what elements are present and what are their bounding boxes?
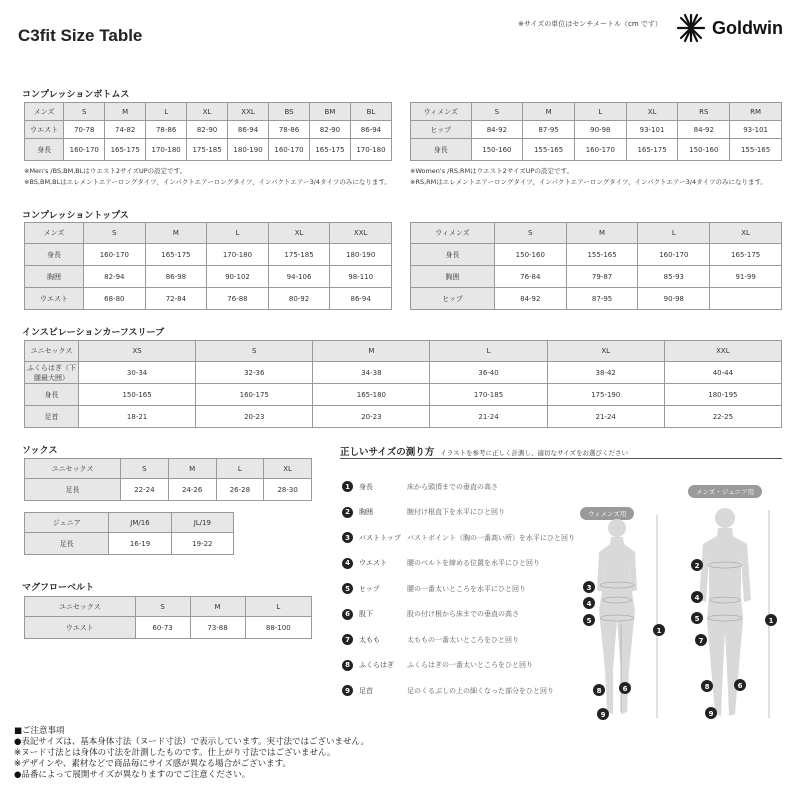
- body-figures: [575, 500, 800, 735]
- table-cell: 21-24: [430, 406, 547, 428]
- table-cell: 98-110: [330, 266, 392, 288]
- table-header-cell: M: [168, 459, 216, 479]
- table-cell: 82-90: [187, 121, 228, 139]
- table-cell: 165-175: [309, 139, 350, 161]
- table-header-cell: S: [494, 223, 566, 244]
- footnote-line: ※ヌード寸法とは身体の寸法を計測したものです。仕上がり寸法ではございません。: [14, 748, 336, 758]
- table-cell: 160-170: [64, 139, 105, 161]
- table-header-cell: M: [566, 223, 638, 244]
- unit-note: ※サイズの単位はセンチメートル（cm です）: [518, 20, 662, 28]
- table-header-cell: L: [638, 223, 710, 244]
- belt-table: [24, 596, 312, 639]
- measure-item: [342, 609, 519, 620]
- goldwin-logo-icon: [676, 13, 706, 43]
- tops-mens-table: [24, 222, 392, 310]
- table-cell: 84-92: [494, 288, 566, 310]
- table-header-cell: S: [196, 341, 313, 362]
- table-header-row: [411, 223, 782, 244]
- table-header-cell: BS: [269, 103, 310, 121]
- bottoms-title: コンプレッションボトムス: [22, 90, 130, 100]
- measure-number-badge: 3: [342, 532, 353, 543]
- measure-description: ふくらはぎの一番太いところをひと回り: [407, 661, 533, 669]
- table-header-row: [25, 223, 392, 244]
- table-header-cell: XXL: [228, 103, 269, 121]
- table-row: [411, 266, 782, 288]
- table-cell: 180-190: [228, 139, 269, 161]
- table-cell: 22-25: [664, 406, 781, 428]
- table-cell: 32-36: [196, 362, 313, 384]
- svg-text:2: 2: [694, 562, 700, 570]
- measure-name: 身長: [359, 482, 373, 491]
- measure-item: [342, 660, 533, 671]
- table-cell: 160-170: [574, 139, 626, 161]
- table-cell: 82-90: [309, 121, 350, 139]
- table-header-cell: L: [146, 103, 187, 121]
- table-header-cell: XL: [710, 223, 782, 244]
- bottoms-mens-table: [24, 102, 392, 161]
- table-row: [411, 244, 782, 266]
- table-cell: 170-185: [430, 384, 547, 406]
- socks-title: ソックス: [22, 446, 58, 456]
- measure-subtitle: イラストを参考に正しく計測し、適切なサイズをお選びください: [440, 449, 629, 457]
- table-row: [25, 533, 234, 555]
- measure-number-badge: 1: [342, 481, 353, 492]
- svg-text:4: 4: [694, 594, 700, 602]
- table-header-cell: L: [245, 597, 311, 617]
- table-row: [25, 139, 392, 161]
- table-header-row: [25, 341, 782, 362]
- table-header-cell: S: [121, 459, 169, 479]
- table-header-cell: メンズ: [25, 223, 84, 244]
- table-cell: 90-98: [574, 121, 626, 139]
- measure-number-badge: 7: [342, 634, 353, 645]
- table-header-cell: XL: [264, 459, 312, 479]
- table-header-cell: BM: [309, 103, 350, 121]
- table-row: [25, 244, 392, 266]
- table-cell: 150-160: [678, 139, 730, 161]
- table-row-label: 身長: [411, 139, 472, 161]
- table-cell: 175-190: [547, 384, 664, 406]
- measure-item: [342, 583, 526, 594]
- measure-description: 足のくるぶしの上の細くなった部分をひと回り: [407, 686, 554, 695]
- table-cell: 160-170: [269, 139, 310, 161]
- measure-name: 胸囲: [359, 508, 373, 516]
- table-cell: 68-80: [84, 288, 146, 310]
- table-cell: 79-87: [566, 266, 638, 288]
- measure-item: [342, 685, 554, 696]
- table-row-label: 足長: [25, 533, 109, 555]
- table-header-row: [25, 597, 312, 617]
- table-row-label: 足長: [25, 479, 121, 501]
- table-header-cell: M: [523, 103, 575, 121]
- table-cell: 22-24: [121, 479, 169, 501]
- page-title: C3fit Size Table: [18, 26, 143, 45]
- table-header-cell: XL: [626, 103, 678, 121]
- table-cell: 170-180: [146, 139, 187, 161]
- socks-unisex-table: [24, 458, 312, 501]
- table-cell: 78-86: [269, 121, 310, 139]
- svg-text:1: 1: [656, 627, 662, 635]
- calf-table: [24, 340, 782, 428]
- table-cell: 72-84: [145, 288, 207, 310]
- table-row: [411, 139, 782, 161]
- table-row-label: ヒップ: [411, 288, 495, 310]
- table-cell: 165-175: [626, 139, 678, 161]
- brand-logo: [676, 10, 796, 46]
- table-header-cell: XL: [268, 223, 330, 244]
- table-cell: 34-38: [313, 362, 430, 384]
- table-cell: 70-78: [64, 121, 105, 139]
- table-header-cell: ユニセックス: [25, 341, 79, 362]
- table-header-cell: ウィメンズ: [411, 223, 495, 244]
- mens-figure-label: メンズ・ジュニア用: [688, 485, 762, 498]
- note-line: ※Women's /RS,RMはウエスト2サイズUPの設定です。: [410, 167, 573, 175]
- table-row-label: ウエスト: [25, 617, 136, 639]
- table-cell: 165-180: [313, 384, 430, 406]
- footnotes: [14, 726, 369, 781]
- table-header-cell: ジュニア: [25, 513, 109, 533]
- table-cell: [710, 288, 782, 310]
- table-cell: 170-180: [350, 139, 391, 161]
- table-cell: 86-94: [350, 121, 391, 139]
- measure-number-badge: 8: [342, 660, 353, 671]
- table-header-row: [25, 103, 392, 121]
- table-cell: 90-98: [638, 288, 710, 310]
- table-row: [25, 479, 312, 501]
- table-header-cell: XL: [187, 103, 228, 121]
- brand-name: Goldwin: [712, 17, 783, 38]
- table-cell: 88-100: [245, 617, 311, 639]
- table-header-cell: JM/16: [109, 513, 171, 533]
- table-cell: 87-95: [523, 121, 575, 139]
- table-cell: 175-185: [268, 244, 330, 266]
- table-header-cell: L: [574, 103, 626, 121]
- table-cell: 150-165: [79, 384, 196, 406]
- table-row: [411, 121, 782, 139]
- table-cell: 16-19: [109, 533, 171, 555]
- measure-item: [342, 481, 498, 492]
- table-header-cell: ウィメンズ: [411, 103, 472, 121]
- table-cell: 18-21: [79, 406, 196, 428]
- svg-text:1: 1: [768, 617, 774, 625]
- table-row: [25, 362, 782, 384]
- table-cell: 165-175: [105, 139, 146, 161]
- table-header-cell: ユニセックス: [25, 597, 136, 617]
- measure-header: [340, 444, 628, 458]
- tops-womens-table: [410, 222, 782, 310]
- table-row-label: 身長: [411, 244, 495, 266]
- measure-name: 太もも: [359, 635, 380, 644]
- table-cell: 93-101: [730, 121, 782, 139]
- measure-description: 腕付け根直下を水平にひと回り: [407, 508, 505, 516]
- table-cell: 85-93: [638, 266, 710, 288]
- table-cell: 160-170: [84, 244, 146, 266]
- table-header-cell: M: [313, 341, 430, 362]
- svg-text:9: 9: [600, 711, 606, 719]
- measure-item: [342, 634, 519, 645]
- bottoms-notes-left: [24, 166, 391, 188]
- table-row-label: 胸囲: [411, 266, 495, 288]
- table-row: [411, 288, 782, 310]
- measure-number-badge: 9: [342, 685, 353, 696]
- svg-text:8: 8: [596, 687, 602, 695]
- table-cell: 180-190: [330, 244, 392, 266]
- table-header-cell: RS: [678, 103, 730, 121]
- table-cell: 150-160: [471, 139, 523, 161]
- bottoms-womens-table: [410, 102, 782, 161]
- table-cell: 28-30: [264, 479, 312, 501]
- table-header-cell: S: [84, 223, 146, 244]
- measure-divider: [340, 458, 782, 459]
- table-header-row: [25, 513, 234, 533]
- table-cell: 76-84: [494, 266, 566, 288]
- measure-name: 足首: [359, 686, 373, 695]
- table-header-cell: S: [471, 103, 523, 121]
- measure-item: [342, 558, 540, 569]
- table-cell: 180-195: [664, 384, 781, 406]
- table-header-cell: S: [135, 597, 190, 617]
- table-row-label: 身長: [25, 384, 79, 406]
- table-row-label: 胸囲: [25, 266, 84, 288]
- table-cell: 80-92: [268, 288, 330, 310]
- svg-text:9: 9: [708, 710, 714, 718]
- svg-text:7: 7: [698, 637, 704, 645]
- table-cell: 36-40: [430, 362, 547, 384]
- table-cell: 30-34: [79, 362, 196, 384]
- note-line: ※BS,BM,BLはエレメントエアーロングタイツ、インパクトエアーロングタイツ、インパクトエアー3/4タイツのみになります。: [24, 178, 391, 186]
- table-row-label: 足首: [25, 406, 79, 428]
- table-header-cell: JL/19: [171, 513, 233, 533]
- measure-description: 床から頭頂までの垂直の高さ: [407, 482, 498, 491]
- table-row-label: 身長: [25, 244, 84, 266]
- table-cell: 73-88: [190, 617, 245, 639]
- table-header-cell: メンズ: [25, 103, 64, 121]
- table-header-cell: XXL: [664, 341, 781, 362]
- table-row-label: 身長: [25, 139, 64, 161]
- table-cell: 165-175: [710, 244, 782, 266]
- table-cell: 165-175: [145, 244, 207, 266]
- table-cell: 26-28: [216, 479, 264, 501]
- measure-number-badge: 6: [342, 609, 353, 620]
- measure-description: 腰のベルトを締める位置を水平にひと回り: [407, 559, 540, 567]
- table-cell: 160-175: [196, 384, 313, 406]
- measure-number-badge: 5: [342, 583, 353, 594]
- table-row-label: ふくらはぎ（下腿最大囲）: [25, 362, 79, 384]
- table-cell: 86-94: [228, 121, 269, 139]
- table-cell: 175-185: [187, 139, 228, 161]
- measure-number-badge: 4: [342, 558, 353, 569]
- measure-description: 太ももの一番太いところをひと回り: [407, 635, 519, 644]
- tops-title: コンプレッショントップス: [22, 211, 129, 221]
- table-cell: 84-92: [471, 121, 523, 139]
- table-header-cell: M: [145, 223, 207, 244]
- footnote-line: ※デザインや、素材などで商品毎にサイズ感が異なる場合がございます。: [14, 759, 292, 769]
- womens-figure-label: ウィメンズ用: [580, 507, 634, 520]
- table-cell: 155-165: [523, 139, 575, 161]
- table-cell: 150-160: [494, 244, 566, 266]
- table-cell: 82-94: [84, 266, 146, 288]
- table-cell: 91-99: [710, 266, 782, 288]
- table-header-cell: M: [105, 103, 146, 121]
- table-row-label: ヒップ: [411, 121, 472, 139]
- table-header-cell: L: [216, 459, 264, 479]
- table-header-cell: XXL: [330, 223, 392, 244]
- table-cell: 38-42: [547, 362, 664, 384]
- table-cell: 24-26: [168, 479, 216, 501]
- measure-number-badge: 2: [342, 507, 353, 518]
- table-cell: 76-88: [207, 288, 269, 310]
- table-cell: 40-44: [664, 362, 781, 384]
- table-cell: 86-98: [145, 266, 207, 288]
- table-cell: 86-94: [330, 288, 392, 310]
- footnote-line: ●表記サイズは、基本身体寸法（ヌード寸法）で表示しています。実寸法ではございません。: [14, 737, 370, 747]
- svg-text:8: 8: [704, 683, 710, 691]
- socks-junior-table: [24, 512, 234, 555]
- table-header-cell: L: [207, 223, 269, 244]
- table-cell: 90-102: [207, 266, 269, 288]
- measure-item: [342, 532, 575, 543]
- table-row: [25, 617, 312, 639]
- table-cell: 78-86: [146, 121, 187, 139]
- table-cell: 74-82: [105, 121, 146, 139]
- table-cell: 155-165: [730, 139, 782, 161]
- calf-title: インスピレーションカーフスリーブ: [22, 328, 165, 338]
- svg-text:5: 5: [694, 615, 700, 623]
- table-header-cell: RM: [730, 103, 782, 121]
- table-header-cell: M: [190, 597, 245, 617]
- belt-title: マグフローベルト: [22, 583, 95, 593]
- measure-name: ウエスト: [359, 559, 387, 567]
- table-header-cell: XL: [547, 341, 664, 362]
- svg-text:6: 6: [622, 685, 628, 693]
- footnote-line: ●品番によって展開サイズが異なりますのでご注意ください。: [14, 770, 251, 780]
- svg-text:6: 6: [737, 682, 743, 690]
- table-header-cell: S: [64, 103, 105, 121]
- svg-text:5: 5: [586, 617, 592, 625]
- table-header-cell: ユニセックス: [25, 459, 121, 479]
- svg-text:3: 3: [586, 584, 592, 592]
- footnote-title: ■ご注意事項: [14, 726, 65, 736]
- table-row: [25, 266, 392, 288]
- table-cell: 155-165: [566, 244, 638, 266]
- measure-name: バストトップ: [359, 533, 401, 542]
- measure-name: ヒップ: [359, 584, 380, 593]
- table-header-cell: L: [430, 341, 547, 362]
- note-line: ※Men's /BS,BM,BLはウエスト2サイズUPの設定です。: [24, 167, 187, 175]
- table-cell: 93-101: [626, 121, 678, 139]
- table-cell: 94-106: [268, 266, 330, 288]
- table-header-cell: XS: [79, 341, 196, 362]
- table-cell: 84-92: [678, 121, 730, 139]
- measure-item: [342, 507, 505, 518]
- table-row: [25, 288, 392, 310]
- table-cell: 19-22: [171, 533, 233, 555]
- measure-name: ふくらはぎ: [359, 661, 394, 669]
- table-cell: 21-24: [547, 406, 664, 428]
- table-row-label: ウエスト: [25, 288, 84, 310]
- measure-name: 股下: [359, 610, 373, 618]
- table-cell: 160-170: [638, 244, 710, 266]
- measure-description: 腰の一番太いところを水平にひと回り: [407, 584, 526, 593]
- bottoms-notes-right: [410, 166, 767, 188]
- table-header-cell: BL: [350, 103, 391, 121]
- table-cell: 20-23: [313, 406, 430, 428]
- table-cell: 87-95: [566, 288, 638, 310]
- note-line: ※RS,RMはエレメントエアーロングタイツ、インパクトエアーロングタイツ、インパクトエアー3/4タイツのみになります。: [410, 178, 767, 186]
- table-row: [25, 384, 782, 406]
- table-cell: 60-73: [135, 617, 190, 639]
- table-cell: 170-180: [207, 244, 269, 266]
- table-header-row: [25, 459, 312, 479]
- svg-text:4: 4: [586, 600, 592, 608]
- table-row: [25, 121, 392, 139]
- table-cell: 20-23: [196, 406, 313, 428]
- measure-description: 股の付け根から床までの垂直の高さ: [407, 610, 519, 618]
- table-row: [25, 406, 782, 428]
- table-header-row: [411, 103, 782, 121]
- table-row-label: ウエスト: [25, 121, 64, 139]
- measure-title: 正しいサイズの測り方: [340, 447, 435, 458]
- measure-description: バストポイント（胸の一番高い所）を水平にひと回り: [407, 533, 575, 542]
